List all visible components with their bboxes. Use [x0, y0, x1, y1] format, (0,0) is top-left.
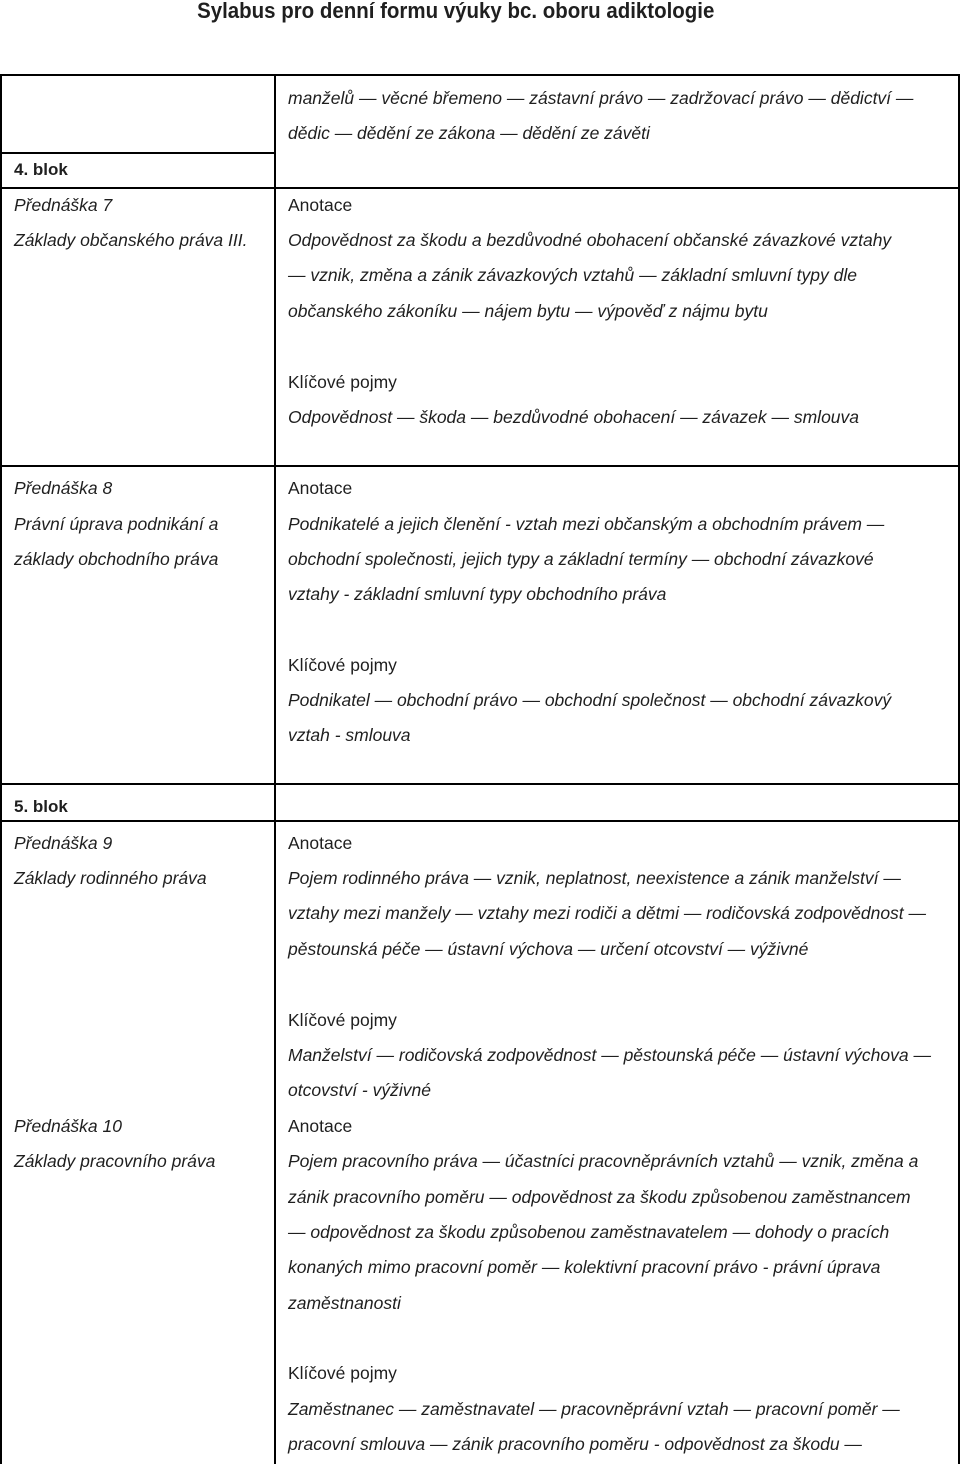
- annotation-heading: Anotace: [288, 195, 353, 215]
- keywords-heading: Klíčové pojmy: [288, 1010, 397, 1030]
- annotation-line: — vznik, změna a zánik závazkových vztahů — základní smluvní typy dle: [288, 265, 857, 285]
- annotation-line: pěstounská péče — ústavní výchova — určení otcovství — výživné: [288, 939, 809, 959]
- table-row-divider: [0, 820, 960, 822]
- annotation-heading: Anotace: [288, 833, 353, 853]
- annotation-line: obchodní společnosti, jejich typy a základní termíny — obchodní závazkové: [288, 549, 874, 569]
- annotation-line: zánik pracovního poměru — odpovědnost za škodu způsobenou zaměstnancem: [288, 1187, 911, 1207]
- table-row-divider: [0, 187, 960, 189]
- annotation-line: — odpovědnost za škodu způsobenou zaměstnavatelem — dohody o pracích: [288, 1222, 890, 1242]
- annotation-line: Odpovědnost za škodu a bezdůvodné obohacení občanské závazkové vztahy: [288, 230, 892, 250]
- lecture-number: Přednáška 10: [14, 1116, 122, 1136]
- keywords-line: otcovství - výživné: [288, 1080, 431, 1100]
- table-border-left: [0, 74, 2, 1464]
- keywords-line: Zaměstnanec — zaměstnavatel — pracovněprávní vztah — pracovní poměr —: [288, 1399, 900, 1419]
- lecture-number: Přednáška 7: [14, 195, 113, 215]
- keywords-heading: Klíčové pojmy: [288, 655, 397, 675]
- annotation-line: manželů — věcné břemeno — zástavní právo — zadržovací právo — dědictví —: [288, 88, 914, 108]
- lecture-title: Základy pracovního práva: [14, 1151, 216, 1171]
- lecture-title: Základy občanského práva III.: [14, 230, 248, 250]
- keywords-line: vztah - smlouva: [288, 725, 411, 745]
- annotation-heading: Anotace: [288, 478, 353, 498]
- lecture-title: základy obchodního práva: [14, 549, 219, 569]
- table-row-divider: [0, 783, 960, 785]
- annotation-line: občanského zákoníku — nájem bytu — výpověď z nájmu bytu: [288, 301, 768, 321]
- annotation-heading: Anotace: [288, 1116, 353, 1136]
- keywords-heading: Klíčové pojmy: [288, 372, 397, 392]
- annotation-line: vztahy - základní smluvní typy obchodního práva: [288, 584, 667, 604]
- block-label: 4. blok: [14, 160, 68, 179]
- annotation-line: Pojem pracovního práva — účastníci pracovněprávních vztahů — vznik, změna a: [288, 1151, 919, 1171]
- lecture-number: Přednáška 9: [14, 833, 113, 853]
- table-column-divider: [274, 74, 276, 1464]
- keywords-line: pracovní smlouva — zánik pracovního poměru - odpovědnost za škodu —: [288, 1434, 862, 1454]
- annotation-line: zaměstnanosti: [288, 1293, 401, 1313]
- annotation-line: Podnikatelé a jejich členění - vztah mezi občanským a obchodním právem —: [288, 514, 885, 534]
- keywords-line: Podnikatel — obchodní právo — obchodní společnost — obchodní závazkový: [288, 690, 892, 710]
- keywords-line: Odpovědnost — škoda — bezdůvodné obohacení — závazek — smlouva: [288, 407, 860, 427]
- lecture-title: Právní úprava podnikání a: [14, 514, 219, 534]
- table-border-top: [0, 74, 960, 76]
- annotation-line: vztahy mezi manžely — vztahy mezi rodiči a dětmi — rodičovská zodpovědnost —: [288, 903, 927, 923]
- keywords-line: Manželství — rodičovská zodpovědnost — pěstounská péče — ústavní výchova —: [288, 1045, 931, 1065]
- lecture-title: Základy rodinného práva: [14, 868, 207, 888]
- keywords-heading: Klíčové pojmy: [288, 1363, 397, 1383]
- lecture-number: Přednáška 8: [14, 478, 113, 498]
- table-row-divider: [0, 465, 960, 467]
- table-row-divider: [0, 152, 274, 154]
- annotation-line: konaných mimo pracovní poměr — kolektivní pracovní právo - právní úprava: [288, 1257, 881, 1277]
- annotation-line: dědic — dědění ze zákona — dědění ze závěti: [288, 123, 650, 143]
- page-title: Sylabus pro denní formu výuky bc. oboru adiktologie: [197, 0, 715, 23]
- block-label: 5. blok: [14, 797, 68, 816]
- annotation-line: Pojem rodinného práva — vznik, neplatnost, neexistence a zánik manželství —: [288, 868, 901, 888]
